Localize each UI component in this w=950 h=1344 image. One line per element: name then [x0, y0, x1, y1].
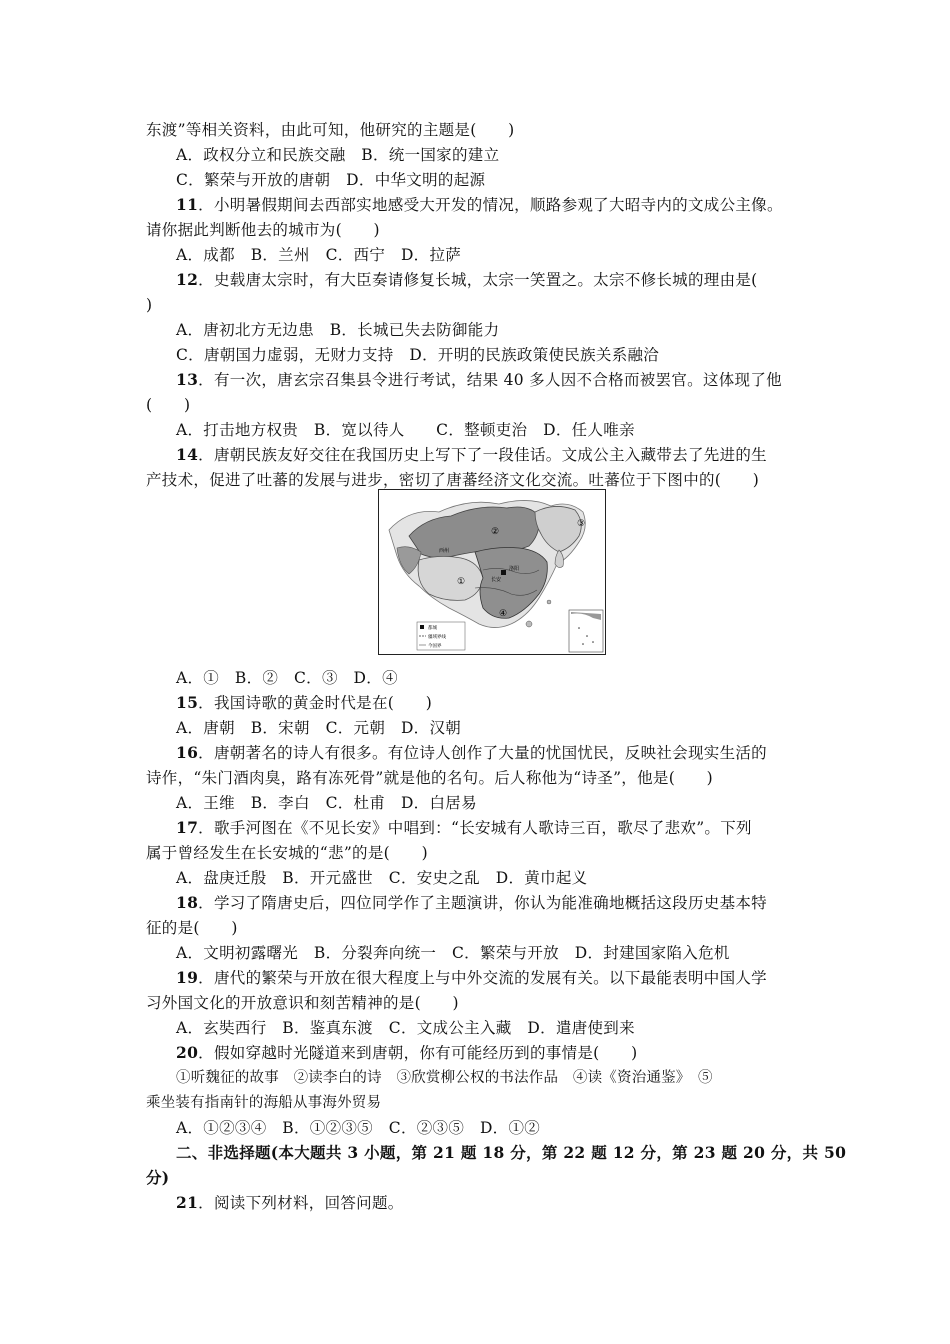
q10-options-ab: A．政权分立和民族交融 B．统一国家的建立 — [176, 146, 500, 164]
map-inset-island — [586, 635, 588, 637]
section2-heading-line1: 二、非选择题(本大题共 3 小题，第 21 题 18 分，第 22 题 12 分，第 23 题 20 分，共 50 — [176, 1143, 847, 1162]
map-marker-2: ② — [491, 527, 500, 537]
map-taiwan — [547, 600, 551, 604]
q10-stem-continued: 东渡”等相关资料，由此可知，他研究的主题是( ) — [146, 121, 515, 139]
q11-stem-line1: 11．小明暑假期间去西部实地感受大开发的情况，顺路参观了大昭寺内的文成公主像。 — [176, 195, 783, 214]
q21-stem: 21．阅读下列材料，回答问题。 — [176, 1193, 404, 1212]
q13-number: 13 — [176, 370, 199, 389]
q13-options: A．打击地方权贵 B．宽以待人 C．整顿吏治 D．任人唯亲 — [176, 421, 635, 439]
map-inset-island — [582, 643, 584, 645]
map-inset-island — [578, 627, 580, 629]
q20-stem-line1: 20．假如穿越时光隧道来到唐朝，你有可能经历到的事情是( ) — [176, 1043, 638, 1062]
map-inset-island — [592, 641, 594, 643]
q10-options-cd: C．繁荣与开放的唐朝 D．中华文明的起源 — [176, 171, 486, 189]
map-marker-1: ① — [457, 577, 466, 587]
q11-stem-line2: 请你据此判断他去的城市为( ) — [146, 221, 380, 239]
q18-stem-line2: 征的是( ) — [146, 919, 238, 937]
map-hainan — [526, 621, 532, 627]
q16-stem-line2: 诗作，“朱门酒肉臭，路有冻死骨”就是他的名句。后人称他为“诗圣”，他是( ) — [146, 769, 713, 787]
map-label-luoyang: 洛阳 — [509, 566, 520, 572]
q11-options: A．成都 B．兰州 C．西宁 D．拉萨 — [176, 246, 462, 264]
q15-number: 15 — [176, 693, 199, 712]
map-marker-3: ③ — [577, 519, 586, 529]
q18-number: 18 — [176, 893, 199, 912]
q18-stem-line1: 18．学习了隋唐史后，四位同学作了主题演讲，你认为能准确地概括这段历史基本特 — [176, 893, 767, 912]
q14-number: 14 — [176, 445, 199, 464]
q17-stem-line1: 17．歌手河图在《不见长安》中唱到：“长安城有人歌诗三百，歌尽了悲欢”。下列 — [176, 818, 752, 837]
q13-stem-line2: ( ) — [146, 396, 191, 414]
map-label-changan: 长安 — [491, 577, 502, 583]
q21-number: 21 — [176, 1193, 199, 1212]
q12-stem-line1: 12．史载唐太宗时，有大臣奏请修复长城，太宗一笑置之。太宗不修长城的理由是( — [176, 270, 758, 289]
q16-options: A．王维 B．李白 C．杜甫 D．白居易 — [176, 794, 477, 812]
q19-number: 19 — [176, 968, 199, 987]
map-legend-capital-symbol — [420, 625, 424, 629]
map-capital-marker — [501, 570, 506, 575]
tang-dynasty-map — [378, 489, 606, 655]
q14-options: A．① B．② C．③ D．④ — [176, 669, 398, 687]
q20-events-line1: ①听魏征的故事 ②读李白的诗 ③欣赏柳公权的书法作品 ④读《资治通鉴》 ⑤ — [176, 1070, 713, 1086]
q16-number: 16 — [176, 743, 199, 762]
section2-heading-line2: 分) — [146, 1168, 170, 1187]
q12-stem-line2: ) — [146, 296, 153, 314]
q18-options: A．文明初露曙光 B．分裂奔向统一 C．繁荣与开放 D．封建国家陷入危机 — [176, 944, 730, 962]
q15-options: A．唐朝 B．宋朝 C．元朝 D．汉朝 — [176, 719, 462, 737]
map-tang-core — [475, 548, 547, 619]
q14-stem-line1: 14．唐朝民族友好交往在我国历史上写下了一段佳话。文成公主入藏带去了先进的生 — [176, 445, 767, 464]
q17-stem-line2: 属于曾经发生在长安城的“悲”的是( ) — [146, 844, 428, 862]
q12-number: 12 — [176, 270, 199, 289]
q11-number: 11 — [176, 195, 199, 214]
q14-stem-line2: 产技术，促进了吐蕃的发展与进步，密切了唐蕃经济文化交流。吐蕃位于下图中的( ) — [146, 471, 760, 489]
q17-number: 17 — [176, 818, 199, 837]
q12-options-cd: C．唐朝国力虚弱，无财力支持 D．开明的民族政策使民族关系融洽 — [176, 346, 660, 364]
tang-map-svg — [379, 490, 605, 654]
q20-events-line2: 乘坐装有指南针的海船从事海外贸易 — [146, 1095, 382, 1111]
map-legend-capital: 都城 — [428, 626, 437, 631]
map-legend-modern: 今国界 — [428, 644, 442, 649]
q19-stem-line1: 19．唐代的繁荣与开放在很大程度上与中外交流的发展有关。以下最能表明中国人学 — [176, 968, 767, 987]
q20-options: A．①②③④ B．①②③⑤ C．②③⑤ D．①② — [176, 1119, 541, 1137]
q19-stem-line2: 习外国文化的开放意识和刻苦精神的是( ) — [146, 994, 459, 1012]
q19-options: A．玄奘西行 B．鉴真东渡 C．文成公主入藏 D．遣唐使到来 — [176, 1019, 635, 1037]
map-legend-border: 疆域界线 — [428, 635, 446, 640]
q16-stem-line1: 16．唐朝著名的诗人有很多。有位诗人创作了大量的忧国忧民，反映社会现实生活的 — [176, 743, 767, 762]
q13-stem-line1: 13．有一次，唐玄宗召集县令进行考试，结果 40 多人因不合格而被罢官。这体现了他 — [176, 370, 782, 389]
q12-options-ab: A．唐初北方无边患 B．长城已失去防御能力 — [176, 321, 500, 339]
map-label-xizhou: 西州 — [439, 548, 450, 554]
q15-stem: 15．我国诗歌的黄金时代是在( ) — [176, 693, 433, 712]
map-marker-4: ④ — [499, 609, 508, 619]
q20-number: 20 — [176, 1043, 199, 1062]
q17-options: A．盘庚迁殷 B．开元盛世 C．安史之乱 D．黄巾起义 — [176, 869, 588, 887]
